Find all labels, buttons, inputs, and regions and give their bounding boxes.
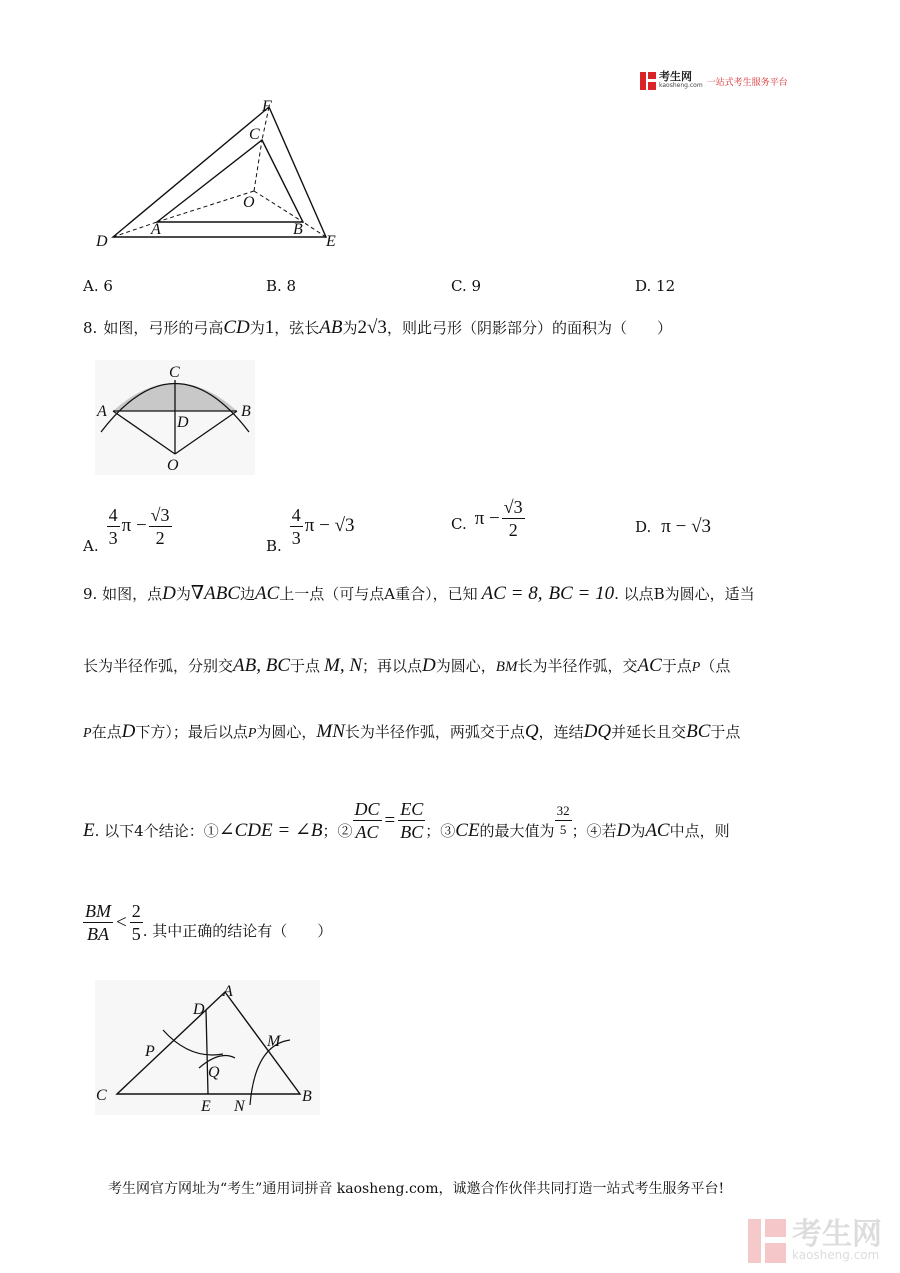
q9-l2-b: 于点 — [290, 657, 321, 675]
q9-l4-e: ；④若 — [571, 821, 617, 840]
q9-ce: CE — [455, 819, 480, 841]
q8-two-sqrt3: 2√3 — [357, 317, 387, 338]
q8-d-expr: π − √3 — [661, 516, 712, 537]
q9-bm: BM — [495, 659, 518, 675]
q8-cd: CD — [223, 317, 250, 338]
q9-d: D — [162, 583, 176, 604]
q8-text-b: 为 — [249, 319, 265, 337]
header-logo — [640, 72, 788, 90]
q8-text-a: 如图，弓形的弓高 — [103, 319, 224, 337]
q9-l4-d: 的最大值为 — [479, 821, 555, 840]
label-c: C — [96, 1087, 107, 1104]
q9-dq: DQ — [583, 721, 612, 742]
q9-figure — [95, 980, 320, 1115]
q8-c-head: π − — [474, 507, 500, 529]
q8-c-frac: $\frac{√3}{2}$ — [503, 497, 523, 540]
q7-option-a: A. 6 — [83, 277, 113, 295]
q9-frac-32-5: $\frac{32}{5}$ — [556, 803, 570, 837]
label-d: D — [193, 1001, 205, 1018]
q8-a-frac1: $\frac{4}{3}$ — [108, 504, 118, 548]
label-a: A — [151, 221, 161, 238]
q9-l2-d: 为圆心， — [435, 657, 496, 675]
q9-l1-e: . 以点B为圆心，适当 — [614, 585, 755, 603]
q7-option-d: D. 12 — [635, 277, 676, 295]
q8-a-label: A. — [83, 537, 99, 555]
q9-l4-c: ；③ — [425, 821, 456, 840]
q9-l3-d: 长为半径作弧，两弧交于点 — [344, 723, 525, 741]
q9-p3: P — [247, 726, 257, 741]
q8-option-a — [83, 496, 172, 556]
q9-l1-d: 上一点（可与点A重合），已知 — [279, 585, 478, 603]
q9-angle: ∠CDE = ∠B — [218, 819, 323, 841]
q9-l4-a: . 以下4个结论：① — [94, 821, 219, 840]
q9-tri: ∇ABC — [190, 583, 240, 604]
q8-a-mid: π − — [121, 515, 147, 536]
dash-oc — [254, 140, 262, 191]
label-p: P — [145, 1043, 155, 1060]
label-e: E — [201, 1098, 211, 1115]
q9-l3-f: 并延长且交 — [611, 723, 687, 741]
q8-figure — [95, 360, 255, 475]
watermark-text: 考生网 — [792, 1217, 882, 1252]
header-slogan: 一站式考生服务平台 — [706, 77, 788, 88]
q9-d4: D — [616, 819, 631, 841]
q9-l1-b: 为 — [175, 585, 191, 603]
label-b: B — [302, 1088, 312, 1105]
q9-mn: M, N — [324, 655, 363, 676]
q9-eq: = — [384, 809, 396, 831]
q9-frac-2-5: $\frac{2}{5}$ — [131, 901, 141, 944]
q8-c-label: C. — [451, 514, 467, 533]
label-b: B — [241, 403, 251, 420]
q9-bc: BC — [686, 721, 711, 742]
label-f: F — [262, 98, 272, 115]
q9-line-5 — [83, 900, 332, 945]
q8-question — [83, 318, 672, 338]
label-c: C — [169, 364, 180, 381]
q7-figure — [90, 95, 350, 255]
label-q: Q — [208, 1064, 220, 1081]
q9-ab-bc: AB, BC — [233, 655, 291, 676]
label-n: N — [234, 1098, 245, 1115]
q9-line-3 — [83, 722, 740, 744]
q9-l4-g: 中点，则 — [669, 821, 730, 840]
logo-sub: kaosheng.com — [659, 82, 703, 89]
triangle-abc — [157, 140, 303, 222]
q7-option-b: B. 8 — [266, 277, 297, 295]
q9-l3-a: 在点 — [91, 723, 122, 741]
q9-p: P — [691, 660, 701, 675]
q9-l1-a: 9. 如图，点 — [83, 585, 163, 603]
q8-option-c — [451, 496, 525, 541]
q9-line-2 — [83, 656, 730, 678]
watermark-logo-icon — [748, 1219, 786, 1263]
q9-l3-g: 于点 — [710, 723, 741, 741]
q9-l3-b: 下方）；最后以点 — [135, 723, 248, 741]
label-b: B — [293, 221, 303, 238]
label-m: M — [267, 1033, 281, 1050]
label-a: A — [97, 403, 107, 420]
q9-l2-a: 长为半径作弧，分别交 — [83, 657, 234, 675]
q9-ac: AC — [255, 583, 280, 604]
label-c: C — [249, 126, 260, 143]
q9-line-1 — [83, 584, 755, 604]
q9-l3-c: 为圆心， — [256, 723, 317, 741]
dash-oa — [157, 191, 254, 222]
q8-number: 8. — [83, 319, 98, 337]
q8-text-c: ，弦长 — [274, 319, 320, 337]
q9-lt: < — [116, 911, 127, 933]
q9-ac3: AC — [645, 819, 670, 841]
label-o: O — [167, 457, 179, 474]
q9-line-4 — [83, 798, 730, 843]
q9-frac-dc-ac: $\frac{DC}{AC}$ — [354, 799, 380, 842]
kaosheng-logo-icon — [640, 72, 656, 90]
q9-frac-bm-ba: $\frac{BM}{BA}$ — [85, 901, 111, 944]
q9-frac-ec-bc: $\frac{EC}{BC}$ — [400, 799, 424, 842]
q9-mn2: MN — [316, 721, 345, 742]
q9-l2-c: ；再以点 — [362, 657, 423, 675]
q9-l4-f: 为 — [630, 821, 646, 840]
q8-ab: AB — [319, 317, 343, 338]
q9-q: Q — [524, 721, 539, 742]
q9-d2: D — [422, 655, 436, 676]
q9-ac8: AC = 8, — [481, 583, 543, 604]
q9-l4-b: ；② — [322, 821, 353, 840]
q8-b-label: B. — [266, 537, 282, 555]
q8-d-label: D. — [635, 518, 652, 536]
q9-l3-e: ，连结 — [538, 723, 584, 741]
label-d: D — [177, 414, 189, 431]
q9-l1-c: 边 — [240, 585, 256, 603]
q9-ac2: AC — [637, 655, 662, 676]
watermark-sub: kaosheng.com — [792, 1248, 880, 1262]
q9-d3: D — [121, 721, 136, 742]
q7-option-c: C. 9 — [451, 277, 482, 295]
q8-option-b — [266, 496, 355, 556]
q9-p2: P — [83, 726, 92, 741]
q9-l5: . 其中正确的结论有（ ） — [142, 921, 333, 940]
q9-l2-g: （点 — [700, 657, 731, 675]
q9-bc10: BC = 10 — [548, 583, 615, 604]
label-d: D — [96, 233, 108, 250]
label-e: E — [326, 233, 336, 250]
q8-b-frac: $\frac{4}{3}$ — [291, 504, 301, 548]
q9-l2-f: 于点 — [661, 657, 692, 675]
q9-e: E — [83, 819, 95, 841]
q9-l2-e: 长为半径作弧，交 — [517, 657, 638, 675]
q8-text-e: ，则此弓形（阴影部分）的面积为（ ） — [386, 319, 672, 337]
q8-one: 1 — [264, 317, 275, 338]
footer-watermark — [748, 1219, 882, 1263]
q8-b-tail: π − √3 — [304, 515, 355, 536]
q8-option-d — [635, 517, 711, 537]
label-o: O — [243, 194, 255, 211]
label-a: A — [223, 983, 233, 1000]
triangle-def — [113, 107, 326, 237]
logo-text: 考生网 — [659, 70, 692, 83]
footer-text: 考生网官方网址为“考生”通用词拼音 kaosheng.com，诚邀合作伙伴共同打造一站式考生服务平台! — [108, 1181, 725, 1197]
q8-text-d: 为 — [342, 319, 358, 337]
q8-a-frac2: $\frac{√3}{2}$ — [150, 504, 170, 548]
